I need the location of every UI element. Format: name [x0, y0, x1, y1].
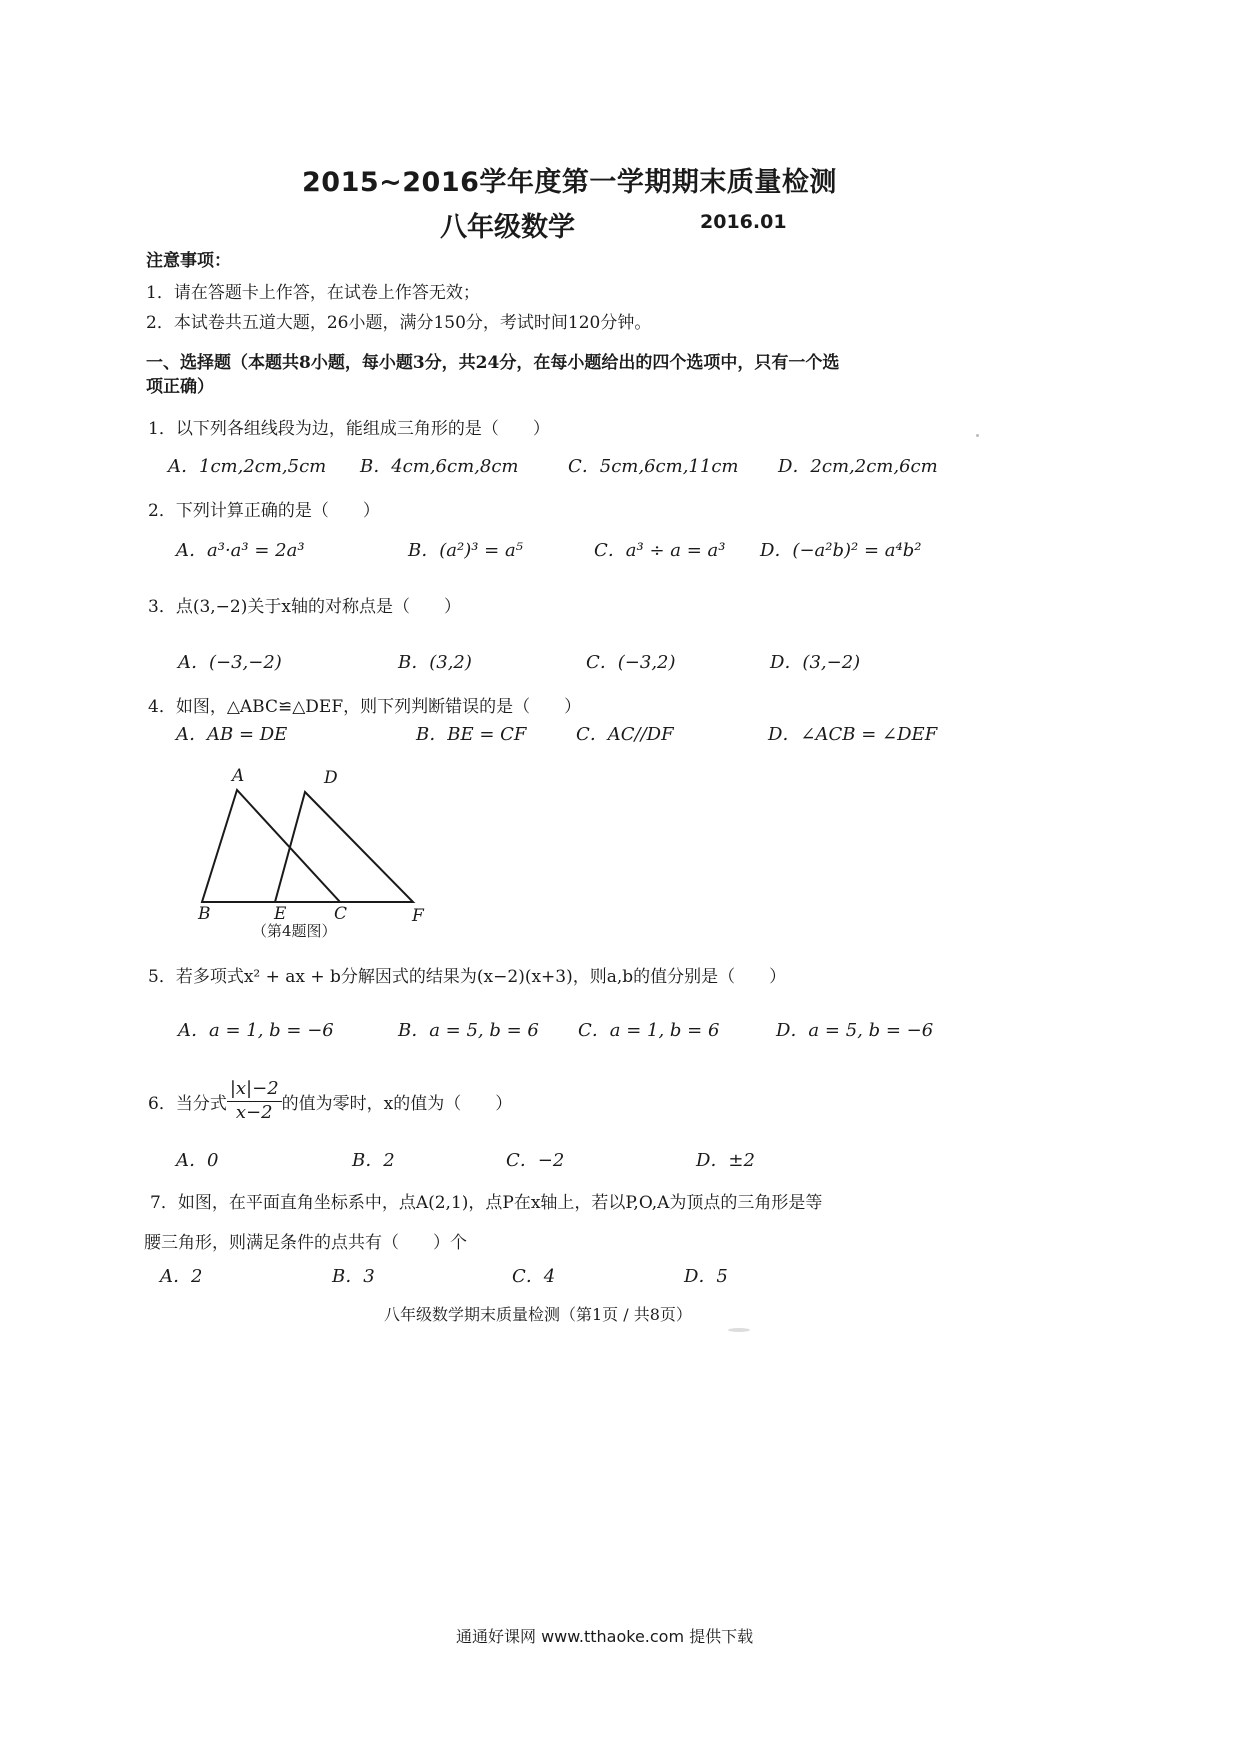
- point-label-b: B: [198, 904, 211, 924]
- question-3-option-c: C．(−3,2): [586, 652, 676, 673]
- figure-caption: （第4题图）: [252, 922, 337, 940]
- question-6-stem: [148, 1078, 512, 1124]
- point-label-a: A: [232, 766, 245, 786]
- point-label-f: F: [412, 906, 424, 926]
- question-1-option-c: C．5cm,6cm,11cm: [568, 456, 739, 477]
- question-6-option-c: C．−2: [506, 1150, 565, 1171]
- triangle-figure: [190, 770, 440, 940]
- question-6-option-a: A．0: [176, 1150, 219, 1171]
- question-6-option-d: D．±2: [696, 1150, 755, 1171]
- question-5-option-c: C．a = 1, b = 6: [578, 1020, 720, 1041]
- question-3-option-a: A．(−3,−2): [178, 652, 282, 673]
- note-item: 2．本试卷共五道大题，26小题，满分150分，考试时间120分钟。: [146, 313, 652, 333]
- section-heading-cont: 项正确）: [146, 377, 214, 397]
- question-1-option-d: D．2cm,2cm,6cm: [778, 456, 938, 477]
- question-2-option-c: C．a³ ÷ a = a³: [594, 540, 726, 561]
- question-6-stem-after: 的值为零时，x的值为（ ）: [281, 1093, 513, 1114]
- exam-date: 2016.01: [700, 211, 787, 233]
- notes-heading: 注意事项：: [146, 251, 231, 271]
- question-7-stem: 7．如图，在平面直角坐标系中，点A(2,1)，点P在x轴上，若以P,O,A为顶点的三角形是等: [150, 1193, 823, 1213]
- exam-subtitle: 八年级数学: [440, 212, 575, 243]
- question-6-stem-before: 6．当分式: [148, 1093, 227, 1114]
- question-1-stem: 1．以下列各组线段为边，能组成三角形的是（ ）: [148, 419, 550, 439]
- question-1-option-a: A．1cm,2cm,5cm: [168, 456, 327, 477]
- fraction-numerator: |x|−2: [227, 1078, 282, 1102]
- question-2-option-a: A．a³·a³ = 2a³: [176, 540, 305, 561]
- site-credit: 通通好课网 www.tthaoke.com 提供下载: [456, 1627, 754, 1646]
- scan-speck: [728, 1328, 750, 1332]
- note-item: 1．请在答题卡上作答，在试卷上作答无效；: [146, 283, 480, 303]
- point-label-d: D: [324, 768, 338, 788]
- question-4-option-b: B．BE = CF: [416, 724, 527, 745]
- page-footer: 八年级数学期末质量检测（第1页 / 共8页）: [384, 1305, 692, 1324]
- question-4-option-a: A．AB = DE: [176, 724, 288, 745]
- scan-speck: [976, 434, 979, 437]
- question-7-option-d: D．5: [684, 1266, 728, 1287]
- question-2-option-d: D．(−a²b)² = a⁴b²: [760, 540, 922, 561]
- question-4-option-c: C．AC//DF: [576, 724, 674, 745]
- point-label-c: C: [334, 904, 348, 924]
- fraction-denominator: x−2: [235, 1101, 273, 1123]
- question-7-stem-cont: 腰三角形，则满足条件的点共有（ ）个: [144, 1233, 467, 1253]
- question-1-option-b: B．4cm,6cm,8cm: [360, 456, 519, 477]
- question-5-option-a: A．a = 1, b = −6: [178, 1020, 334, 1041]
- question-2-stem: 2．下列计算正确的是（ ）: [148, 501, 380, 521]
- question-6-option-b: B．2: [352, 1150, 395, 1171]
- question-5-option-d: D．a = 5, b = −6: [776, 1020, 934, 1041]
- section-heading: 一、选择题（本题共8小题，每小题3分，共24分，在每小题给出的四个选项中，只有一个选: [146, 353, 840, 373]
- question-4-option-d: D．∠ACB = ∠DEF: [768, 724, 938, 745]
- question-7-option-b: B．3: [332, 1266, 375, 1287]
- question-5-option-b: B．a = 5, b = 6: [398, 1020, 539, 1041]
- question-3-option-d: D．(3,−2): [770, 652, 861, 673]
- question-3-stem: 3．点(3,−2)关于x轴的对称点是（ ）: [148, 597, 461, 617]
- question-7-option-c: C．4: [512, 1266, 556, 1287]
- figure-q4: [190, 766, 440, 940]
- fraction: [227, 1078, 282, 1124]
- exam-title: 2015~2016学年度第一学期期末质量检测: [302, 167, 837, 198]
- point-label-e: E: [274, 904, 287, 924]
- question-7-option-a: A．2: [160, 1266, 203, 1287]
- question-5-stem: 5．若多项式x² + ax + b分解因式的结果为(x−2)(x+3)，则a,b的值分别是（ ）: [148, 967, 787, 987]
- question-2-option-b: B．(a²)³ = a⁵: [408, 540, 523, 561]
- question-3-option-b: B．(3,2): [398, 652, 472, 673]
- triangle-def: [275, 792, 413, 902]
- question-4-stem: 4．如图，△ABC≌△DEF，则下列判断错误的是（ ）: [148, 697, 582, 717]
